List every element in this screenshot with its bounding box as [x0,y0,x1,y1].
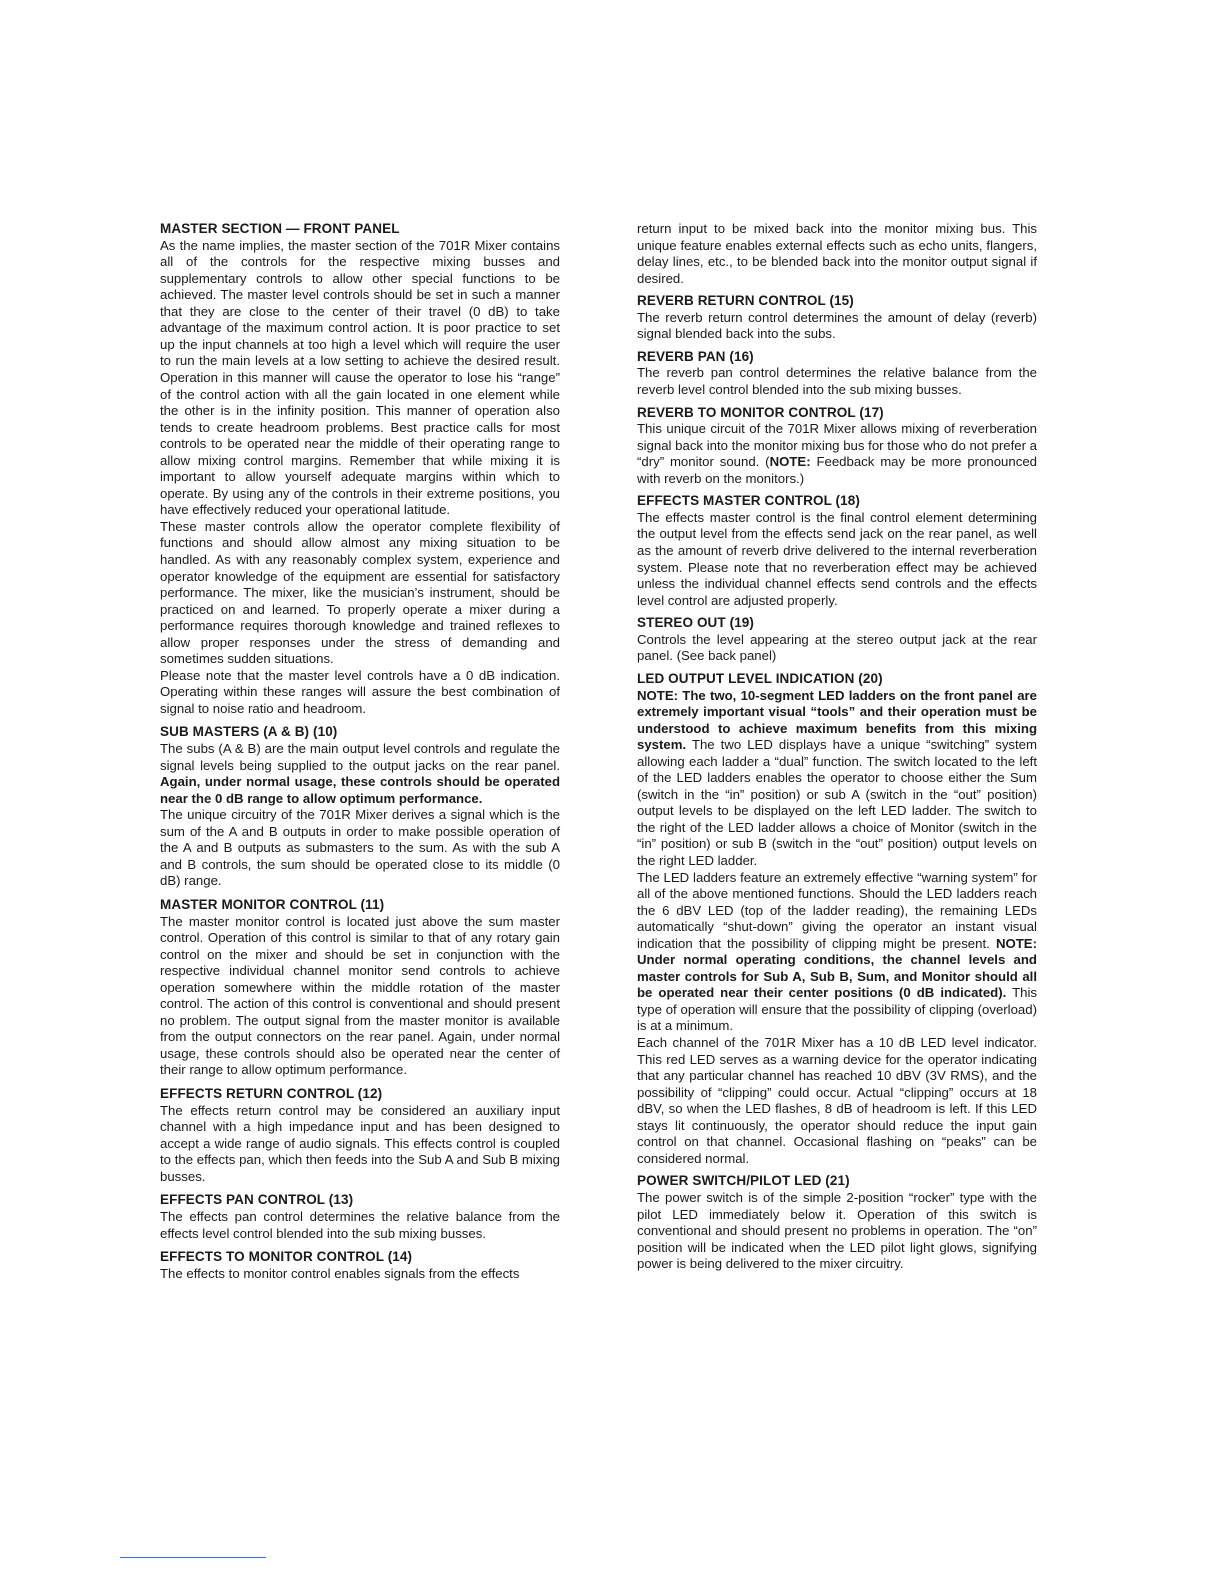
heading-master-monitor: MASTER MONITOR CONTROL (11) [160,896,385,912]
heading-sub-masters: SUB MASTERS (A & B) (10) [160,724,338,740]
paragraph-effects-master: The effects master control is the final control element determining the output level from the effects send jack on the rear panel, as well as the amount of reverb drive delivered to the internal reverberation system. Please note that no reverberation effect may be achieved unless the individual channel effects send controls and the effects level control are adjusted properly. [637,509,1037,608]
led-output-note: NOTE: The two, 10-segment LED ladders on the front panel are extremely important visual “tools” and their operation must be understood to achieve maximum benefits from this mixing system. [637,687,1037,753]
paragraph-channel-led: Each channel of the 701R Mixer has a 10 dB LED level indicator. This red LED serves as a warning device for the operator indicating that any particular channel has reached 10 dBV (3V RMS), and the possibility of “clipping” could occur. Actual “clipping” occurs at 18 dBV, so when the LED flashes, 8 dB of headroom is left. If this LED stays lit continuously, the operator should reduce the input gain control on that channel. Occasional flashing on “peaks” can be considered normal. [637,1034,1037,1166]
heading-reverb-return: REVERB RETURN CONTROL (15) [637,293,854,309]
heading-led-output: LED OUTPUT LEVEL INDICATION (20) [637,670,883,686]
heading-master-section: MASTER SECTION — FRONT PANEL [160,221,400,236]
sub-masters-text: The subs (A & B) are the main output level controls and regulate the signal levels being supplied to the output jacks on the rear panel. [160,741,560,773]
paragraph-sub-masters [160,741,560,807]
paragraph-led-warning [637,870,1037,1035]
led-warning-text-end: This type of operation will ensure that the possibility of clipping (overload) is at a minimum. [637,985,1037,1034]
paragraph-master-flexibility: These master controls allow the operator complete flexibility of functions and should allow almost any mixing situation to be handled. As with any reasonably complex system, experience and operator knowledge of the equipment are essential for satisfactory performance. The mixer, like the musician’s instrument, should be practiced on and learned. To properly operate a mixer during a performance requires thorough knowledge and trained reflexes to allow proper responses under the stress of demanding and sometimes sudden situations. [160,518,560,667]
reverb-monitor-note-text: Feedback may be more pronounced with reverb on the monitors.) [637,454,1037,486]
paragraph-reverb-pan: The reverb pan control determines the relative balance from the reverb level control blended into the sub mixing busses. [637,365,1037,398]
paragraph-effects-to-monitor: The effects to monitor control enables signals from the effects [160,1265,520,1281]
paragraph-reverb-to-monitor [637,421,1037,487]
paragraph-effects-return: The effects return control may be considered an auxiliary input channel with a high impedance input and has been designed to accept a wide range of audio signals. This effects control is coupled to the effects pan, which then feeds into the Sub A and Sub B mixing busses. [160,1102,560,1184]
paragraph-power-switch: The power switch is of the simple 2-position “rocker” type with the pilot LED immediately below it. Operation of this switch is conventional and should present no problems in operation. The “on” position will be indicated when the LED pilot light glows, signifying power is being delivered to the mixer circuitry. [637,1189,1037,1272]
led-warning-note: NOTE: Under normal operating conditions, the channel levels and master controls for Sub A, Sub B, Sum, and Monitor should all be operated near their center positions (0 dB indicated). [637,935,1037,1001]
paragraph-master-monitor: The master monitor control is located just above the sum master control. Operation of this control is similar to that of any rotary gain control on the mixer and should be set in conjunction with the respective individual channel monitor send controls to achieve operation somewhere within the middle rotation of the master control. The action of this control is conventional and should present no problem. The output signal from the master monitor is available from the output connectors on the rear panel. Again, under normal usage, these controls should also be operated near the center of their range to allow optimum performance. [160,913,560,1078]
led-warning-text: The LED ladders feature an extremely effective “warning system” for all of the above mentioned functions. Should the LED ladders reach the 6 dBV LED (top of the ladder reading), the remaining LEDs automatically “shut-down” giving the operator an instant visual indication that the possibility of clipping might be present. [637,869,1037,951]
led-output-text: The two LED displays have a unique “switching” system allowing each ladder a “dual” function. The switch located to the left of the LED ladders enables the operator to choose either the Sum (switch in the “in” position) or sub A (switch in the “out” position) output levels to be displayed on the left LED ladder. The switch to the right of the LED ladder allows a choice of Monitor (switch in the “in” position) or sub B (switch in the “out” position) output levels on the right LED ladder. [637,737,1037,868]
paragraph-effects-pan: The effects pan control determines the relative balance from the effects level control blended into the sub mixing busses. [160,1208,560,1241]
heading-power-switch: POWER SWITCH/PILOT LED (21) [637,1173,850,1189]
paragraph-effects-to-monitor-cont: return input to be mixed back into the monitor mixing bus. This unique feature enables external effects such as echo units, flangers, delay lines, etc., to be blended back into the monitor output signal if desired. [637,221,1037,286]
left-column [160,221,560,1282]
paragraph-master-intro: As the name implies, the master section of the 701R Mixer contains all of the controls for the respective mixing busses and supplementary controls to allow other special functions to be achieved. The master level controls should be set in such a manner that they are close to the center of their travel (0 dB) to take advantage of the maximum control action. It is poor practice to set up the input channels at too high a level which will require the user to run the main levels at a low setting to achieve the desired result. Operation in this manner will cause the operator to lose his “range” of the control action with all the gain located in one element while the other is in the infinity position. This manner of operation also tends to create headroom problems. Best practice calls for most controls to be operated near the middle of their operating range to allow mixing control margins. Remember that while mixing it is important to allow yourself adequate margins within which to operate. By using any of the controls in their extreme positions, you have effectively reduced your operational latitude. [160,237,560,518]
heading-effects-pan: EFFECTS PAN CONTROL (13) [160,1192,354,1208]
heading-effects-return: EFFECTS RETURN CONTROL (12) [160,1086,383,1102]
paragraph-reverb-return: The reverb return control determines the amount of delay (reverb) signal blended back into the subs. [637,309,1037,342]
right-column [637,221,1037,1273]
heading-effects-to-monitor: EFFECTS TO MONITOR CONTROL (14) [160,1249,413,1265]
paragraph-stereo-out: Controls the level appearing at the stereo output jack at the rear panel. (See back panel) [637,631,1037,664]
reverb-monitor-note-label: NOTE: [769,454,811,470]
sub-masters-emphasis: Again, under normal usage, these controls should be operated near the 0 dB range to allow optimum performance. [160,774,560,806]
heading-stereo-out: STEREO OUT (19) [637,615,755,631]
heading-reverb-to-monitor: REVERB TO MONITOR CONTROL (17) [637,404,884,420]
paragraph-sub-masters-sum: The unique circuitry of the 701R Mixer derives a signal which is the sum of the A and B outputs in order to make possible operation of the A and B outputs as submasters to the sum. As with the sub A and B controls, the sum should be operated close to its middle (0 dB) range. [160,807,560,889]
reverb-monitor-text: This unique circuit of the 701R Mixer allows mixing of reverberation signal back into the monitor mixing bus for those who do not prefer a “dry” monitor sound. ( [637,421,1037,470]
paragraph-master-note: Please note that the master level controls have a 0 dB indication. Operating within these ranges will assure the best combination of signal to noise ratio and headroom. [160,667,560,716]
paragraph-led-output [637,688,1037,870]
bottom-rule [120,1557,266,1558]
heading-effects-master: EFFECTS MASTER CONTROL (18) [637,493,860,509]
heading-reverb-pan: REVERB PAN (16) [637,348,754,364]
